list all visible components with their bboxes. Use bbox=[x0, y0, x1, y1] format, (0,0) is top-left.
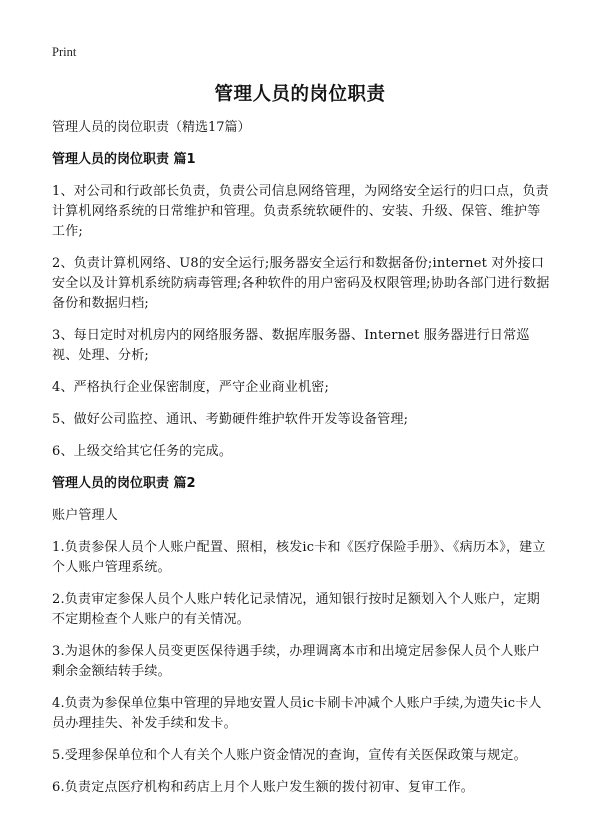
document-subtitle: 管理人员的岗位职责（精选17篇） bbox=[52, 120, 251, 135]
section-1-paragraph: 2、负责计算机网络、U8的安全运行;服务器安全运行和数据备份;internet 对外接口安全以及计算机系统防病毒管理;各种软件的用户密码及权限管理;协助各部门进行数据备份和数据归档; bbox=[52, 256, 550, 311]
section-2-paragraph: 6.负责定点医疗机构和药店上月个人账户发生额的拨付初审、复审工作。 bbox=[52, 780, 475, 795]
section-2-paragraph: 2.负责审定参保人员个人账户转化记录情况，通知银行按时足额划入个人账户，定期不定期检查个人账户的有关情况。 bbox=[52, 592, 541, 627]
section-2-paragraph: 3.为退休的参保人员变更医保待遇手续，办理调离本市和出境定居参保人员个人账户剩余金额结转手续。 bbox=[52, 644, 541, 679]
section-heading: 管理人员的岗位职责 篇1 bbox=[52, 152, 196, 167]
page-title: 管理人员的岗位职责 bbox=[214, 84, 386, 105]
section-2-paragraph: 5.受理参保单位和个人有关个人账户资金情况的查询，宣传有关医保政策与规定。 bbox=[52, 748, 527, 763]
section-1-paragraph: 5、做好公司监控、通讯、考勤硬件维护软件开发等设备管理; bbox=[52, 412, 409, 427]
section-1-paragraph: 4、严格执行企业保密制度，严守企业商业机密; bbox=[52, 380, 330, 395]
section-heading: 管理人员的岗位职责 篇2 bbox=[52, 476, 196, 491]
section-2-paragraph: 账户管理人 bbox=[52, 508, 119, 523]
document-body bbox=[52, 118, 550, 810]
section-2-paragraph: 1.负责参保人员个人账户配置、照相，核发ic卡和《医疗保险手册》、《病历本》，建立个人账户管理系统。 bbox=[52, 540, 546, 575]
print-label: Print bbox=[52, 45, 77, 59]
section-1-paragraph: 6、上级交给其它任务的完成。 bbox=[52, 444, 233, 459]
section-1-paragraph: 3、每日定时对机房内的网络服务器、数据库服务器、Internet 服务器进行日常巡视、处理、分析; bbox=[52, 328, 530, 363]
section-1-paragraph: 1、对公司和行政部长负责，负责公司信息网络管理，为网络安全运行的归口点，负责计算机网络系统的日常维护和管理。负责系统软硬件的、安装、升级、保管、维护等工作; bbox=[52, 184, 549, 239]
section-2-paragraph: 4.负责为参保单位集中管理的异地安置人员ic卡刷卡冲减个人账户手续,为遗失ic卡人员办理挂失、补发手续和发卡。 bbox=[52, 696, 542, 731]
